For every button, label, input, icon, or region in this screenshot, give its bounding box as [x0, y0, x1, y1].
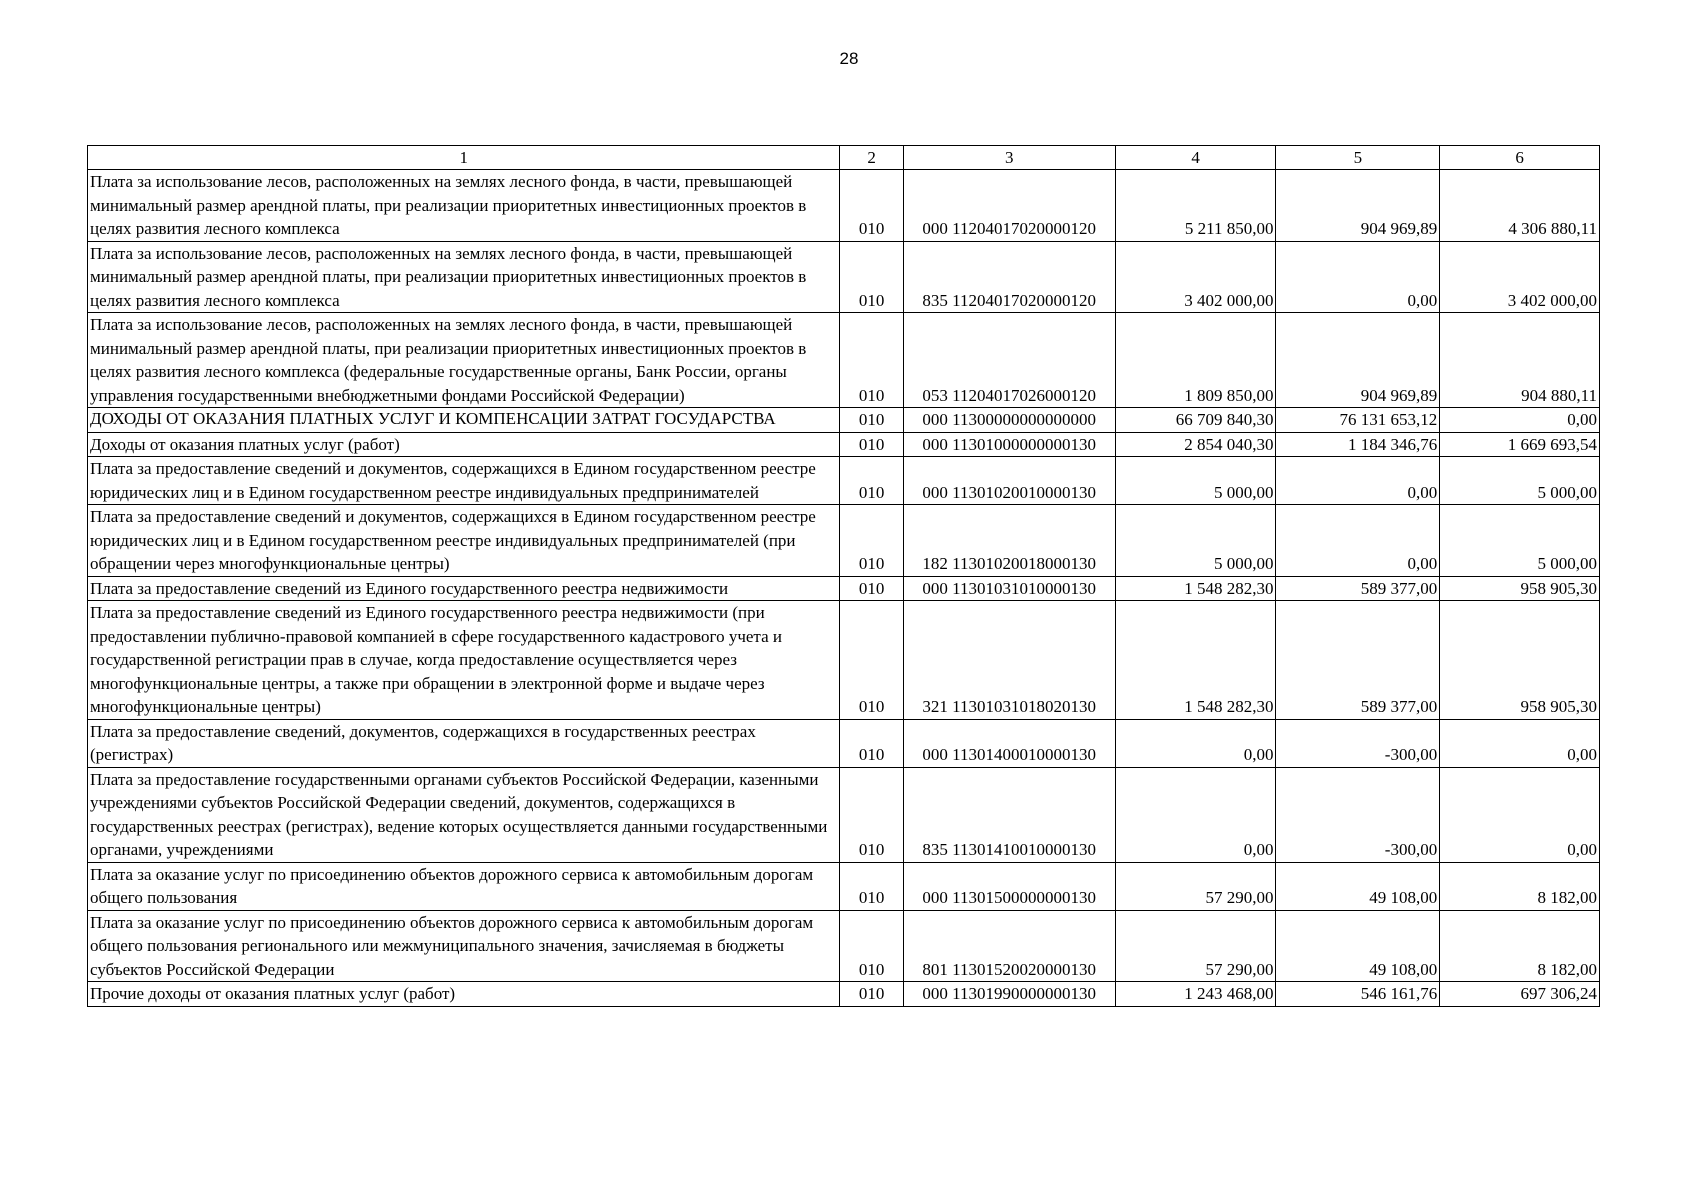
executed-amount-cell: 1 184 346,76: [1276, 432, 1440, 457]
table-header-row: [88, 146, 1600, 170]
budget-classification-code-cell: 000 11301020010000130: [903, 457, 1115, 505]
income-name-cell: Плата за предоставление сведений из Единого государственного реестра недвижимости (при предоставлении публично-правовой компанией в сфере государственного кадастрового учета и государственной регистрации прав в случае, когда предоставление осуществляется через многофункциональные центры, а также при обращении в электронной форме и выдаче через многофункциональные центры): [88, 601, 840, 720]
approved-amount-cell: 5 000,00: [1115, 457, 1276, 505]
unexecuted-amount-cell: 4 306 880,11: [1440, 170, 1600, 242]
page-number: 28: [839, 49, 859, 68]
income-name-cell: Плата за оказание услуг по присоединению объектов дорожного сервиса к автомобильным дорогам общего пользования регионального или межмуниципального значения, зачисляемая в бюджеты субъектов Российской Федерации: [88, 910, 840, 982]
table-row: [88, 457, 1600, 505]
line-code-cell: 010: [840, 313, 903, 408]
line-code-cell: 010: [840, 505, 903, 577]
line-code-cell: 010: [840, 767, 903, 862]
line-code-cell: 010: [840, 719, 903, 767]
table-row: [88, 982, 1600, 1007]
line-code-cell: 010: [840, 170, 903, 242]
table-row: [88, 241, 1600, 313]
unexecuted-amount-cell: 5 000,00: [1440, 457, 1600, 505]
budget-classification-code-cell: 000 11204017020000120: [903, 170, 1115, 242]
table-row: [88, 719, 1600, 767]
table-row: [88, 767, 1600, 862]
line-code-cell: 010: [840, 432, 903, 457]
line-code-cell: 010: [840, 457, 903, 505]
unexecuted-amount-cell: 5 000,00: [1440, 505, 1600, 577]
column-header: 3: [903, 146, 1115, 170]
budget-classification-code-cell: 321 11301031018020130: [903, 601, 1115, 720]
line-code-cell: 010: [840, 408, 903, 433]
income-name-cell: Плата за использование лесов, расположенных на землях лесного фонда, в части, превышающей минимальный размер арендной платы, при реализации приоритетных инвестиционных проектов в целях развития лесного комплекса (федеральные государственные органы, Банк России, органы управления государственными внебюджетными фондами Российской Федерации): [88, 313, 840, 408]
executed-amount-cell: 0,00: [1276, 241, 1440, 313]
approved-amount-cell: 5 211 850,00: [1115, 170, 1276, 242]
column-header: 2: [840, 146, 903, 170]
unexecuted-amount-cell: 958 905,30: [1440, 601, 1600, 720]
unexecuted-amount-cell: 8 182,00: [1440, 910, 1600, 982]
income-name-cell: Плата за предоставление сведений из Единого государственного реестра недвижимости: [88, 576, 840, 601]
table-body: [88, 170, 1600, 1007]
budget-classification-code-cell: 053 11204017026000120: [903, 313, 1115, 408]
line-code-cell: 010: [840, 910, 903, 982]
table-row: [88, 408, 1600, 433]
executed-amount-cell: 904 969,89: [1276, 170, 1440, 242]
budget-classification-code-cell: 835 11204017020000120: [903, 241, 1115, 313]
unexecuted-amount-cell: 697 306,24: [1440, 982, 1600, 1007]
unexecuted-amount-cell: 3 402 000,00: [1440, 241, 1600, 313]
unexecuted-amount-cell: 0,00: [1440, 408, 1600, 433]
unexecuted-amount-cell: 0,00: [1440, 767, 1600, 862]
budget-classification-code-cell: 000 11301031010000130: [903, 576, 1115, 601]
executed-amount-cell: 0,00: [1276, 505, 1440, 577]
approved-amount-cell: 1 243 468,00: [1115, 982, 1276, 1007]
approved-amount-cell: 0,00: [1115, 767, 1276, 862]
budget-classification-code-cell: 000 11300000000000000: [903, 408, 1115, 433]
executed-amount-cell: 0,00: [1276, 457, 1440, 505]
income-name-cell: ДОХОДЫ ОТ ОКАЗАНИЯ ПЛАТНЫХ УСЛУГ И КОМПЕНСАЦИИ ЗАТРАТ ГОСУДАРСТВА: [88, 408, 840, 433]
income-name-cell: Доходы от оказания платных услуг (работ): [88, 432, 840, 457]
budget-classification-code-cell: 000 11301400010000130: [903, 719, 1115, 767]
line-code-cell: 010: [840, 862, 903, 910]
income-name-cell: Плата за использование лесов, расположенных на землях лесного фонда, в части, превышающей минимальный размер арендной платы, при реализации приоритетных инвестиционных проектов в целях развития лесного комплекса: [88, 241, 840, 313]
executed-amount-cell: 546 161,76: [1276, 982, 1440, 1007]
approved-amount-cell: 3 402 000,00: [1115, 241, 1276, 313]
income-name-cell: Плата за предоставление государственными органами субъектов Российской Федерации, казенными учреждениями субъектов Российской Федерации сведений, документов, содержащихся в государственных реестрах (регистрах), ведение которых осуществляется данными государственными органами, учреждениями: [88, 767, 840, 862]
executed-amount-cell: 49 108,00: [1276, 910, 1440, 982]
unexecuted-amount-cell: 1 669 693,54: [1440, 432, 1600, 457]
executed-amount-cell: 76 131 653,12: [1276, 408, 1440, 433]
table-row: [88, 170, 1600, 242]
unexecuted-amount-cell: 958 905,30: [1440, 576, 1600, 601]
executed-amount-cell: 589 377,00: [1276, 601, 1440, 720]
approved-amount-cell: 2 854 040,30: [1115, 432, 1276, 457]
approved-amount-cell: 66 709 840,30: [1115, 408, 1276, 433]
income-name-cell: Плата за использование лесов, расположенных на землях лесного фонда, в части, превышающей минимальный размер арендной платы, при реализации приоритетных инвестиционных проектов в целях развития лесного комплекса: [88, 170, 840, 242]
budget-classification-code-cell: 801 11301520020000130: [903, 910, 1115, 982]
income-name-cell: Плата за предоставление сведений и документов, содержащихся в Едином государственном реестре юридических лиц и в Едином государственном реестре индивидуальных предпринимателей (при обращении через многофункциональные центры): [88, 505, 840, 577]
executed-amount-cell: -300,00: [1276, 767, 1440, 862]
budget-classification-code-cell: 835 11301410010000130: [903, 767, 1115, 862]
executed-amount-cell: -300,00: [1276, 719, 1440, 767]
column-header: 4: [1115, 146, 1276, 170]
approved-amount-cell: 57 290,00: [1115, 862, 1276, 910]
income-name-cell: Плата за оказание услуг по присоединению объектов дорожного сервиса к автомобильным дорогам общего пользования: [88, 862, 840, 910]
budget-classification-code-cell: 000 11301000000000130: [903, 432, 1115, 457]
column-header: 6: [1440, 146, 1600, 170]
table-row: [88, 576, 1600, 601]
line-code-cell: 010: [840, 982, 903, 1007]
revenue-table: [87, 145, 1600, 1007]
budget-classification-code-cell: 000 11301990000000130: [903, 982, 1115, 1007]
line-code-cell: 010: [840, 601, 903, 720]
unexecuted-amount-cell: 904 880,11: [1440, 313, 1600, 408]
approved-amount-cell: 57 290,00: [1115, 910, 1276, 982]
table-row: [88, 862, 1600, 910]
unexecuted-amount-cell: 8 182,00: [1440, 862, 1600, 910]
unexecuted-amount-cell: 0,00: [1440, 719, 1600, 767]
table-row: [88, 313, 1600, 408]
approved-amount-cell: 0,00: [1115, 719, 1276, 767]
column-header: 5: [1276, 146, 1440, 170]
line-code-cell: 010: [840, 576, 903, 601]
executed-amount-cell: 49 108,00: [1276, 862, 1440, 910]
table-row: [88, 505, 1600, 577]
income-name-cell: Прочие доходы от оказания платных услуг (работ): [88, 982, 840, 1007]
line-code-cell: 010: [840, 241, 903, 313]
table-row: [88, 910, 1600, 982]
approved-amount-cell: 1 548 282,30: [1115, 576, 1276, 601]
column-header: 1: [88, 146, 840, 170]
approved-amount-cell: 1 809 850,00: [1115, 313, 1276, 408]
budget-classification-code-cell: 000 11301500000000130: [903, 862, 1115, 910]
executed-amount-cell: 904 969,89: [1276, 313, 1440, 408]
table-row: [88, 601, 1600, 720]
table-row: [88, 432, 1600, 457]
income-name-cell: Плата за предоставление сведений, документов, содержащихся в государственных реестрах (регистрах): [88, 719, 840, 767]
income-name-cell: Плата за предоставление сведений и документов, содержащихся в Едином государственном реестре юридических лиц и в Едином государственном реестре индивидуальных предпринимателей: [88, 457, 840, 505]
budget-classification-code-cell: 182 11301020018000130: [903, 505, 1115, 577]
approved-amount-cell: 1 548 282,30: [1115, 601, 1276, 720]
approved-amount-cell: 5 000,00: [1115, 505, 1276, 577]
executed-amount-cell: 589 377,00: [1276, 576, 1440, 601]
